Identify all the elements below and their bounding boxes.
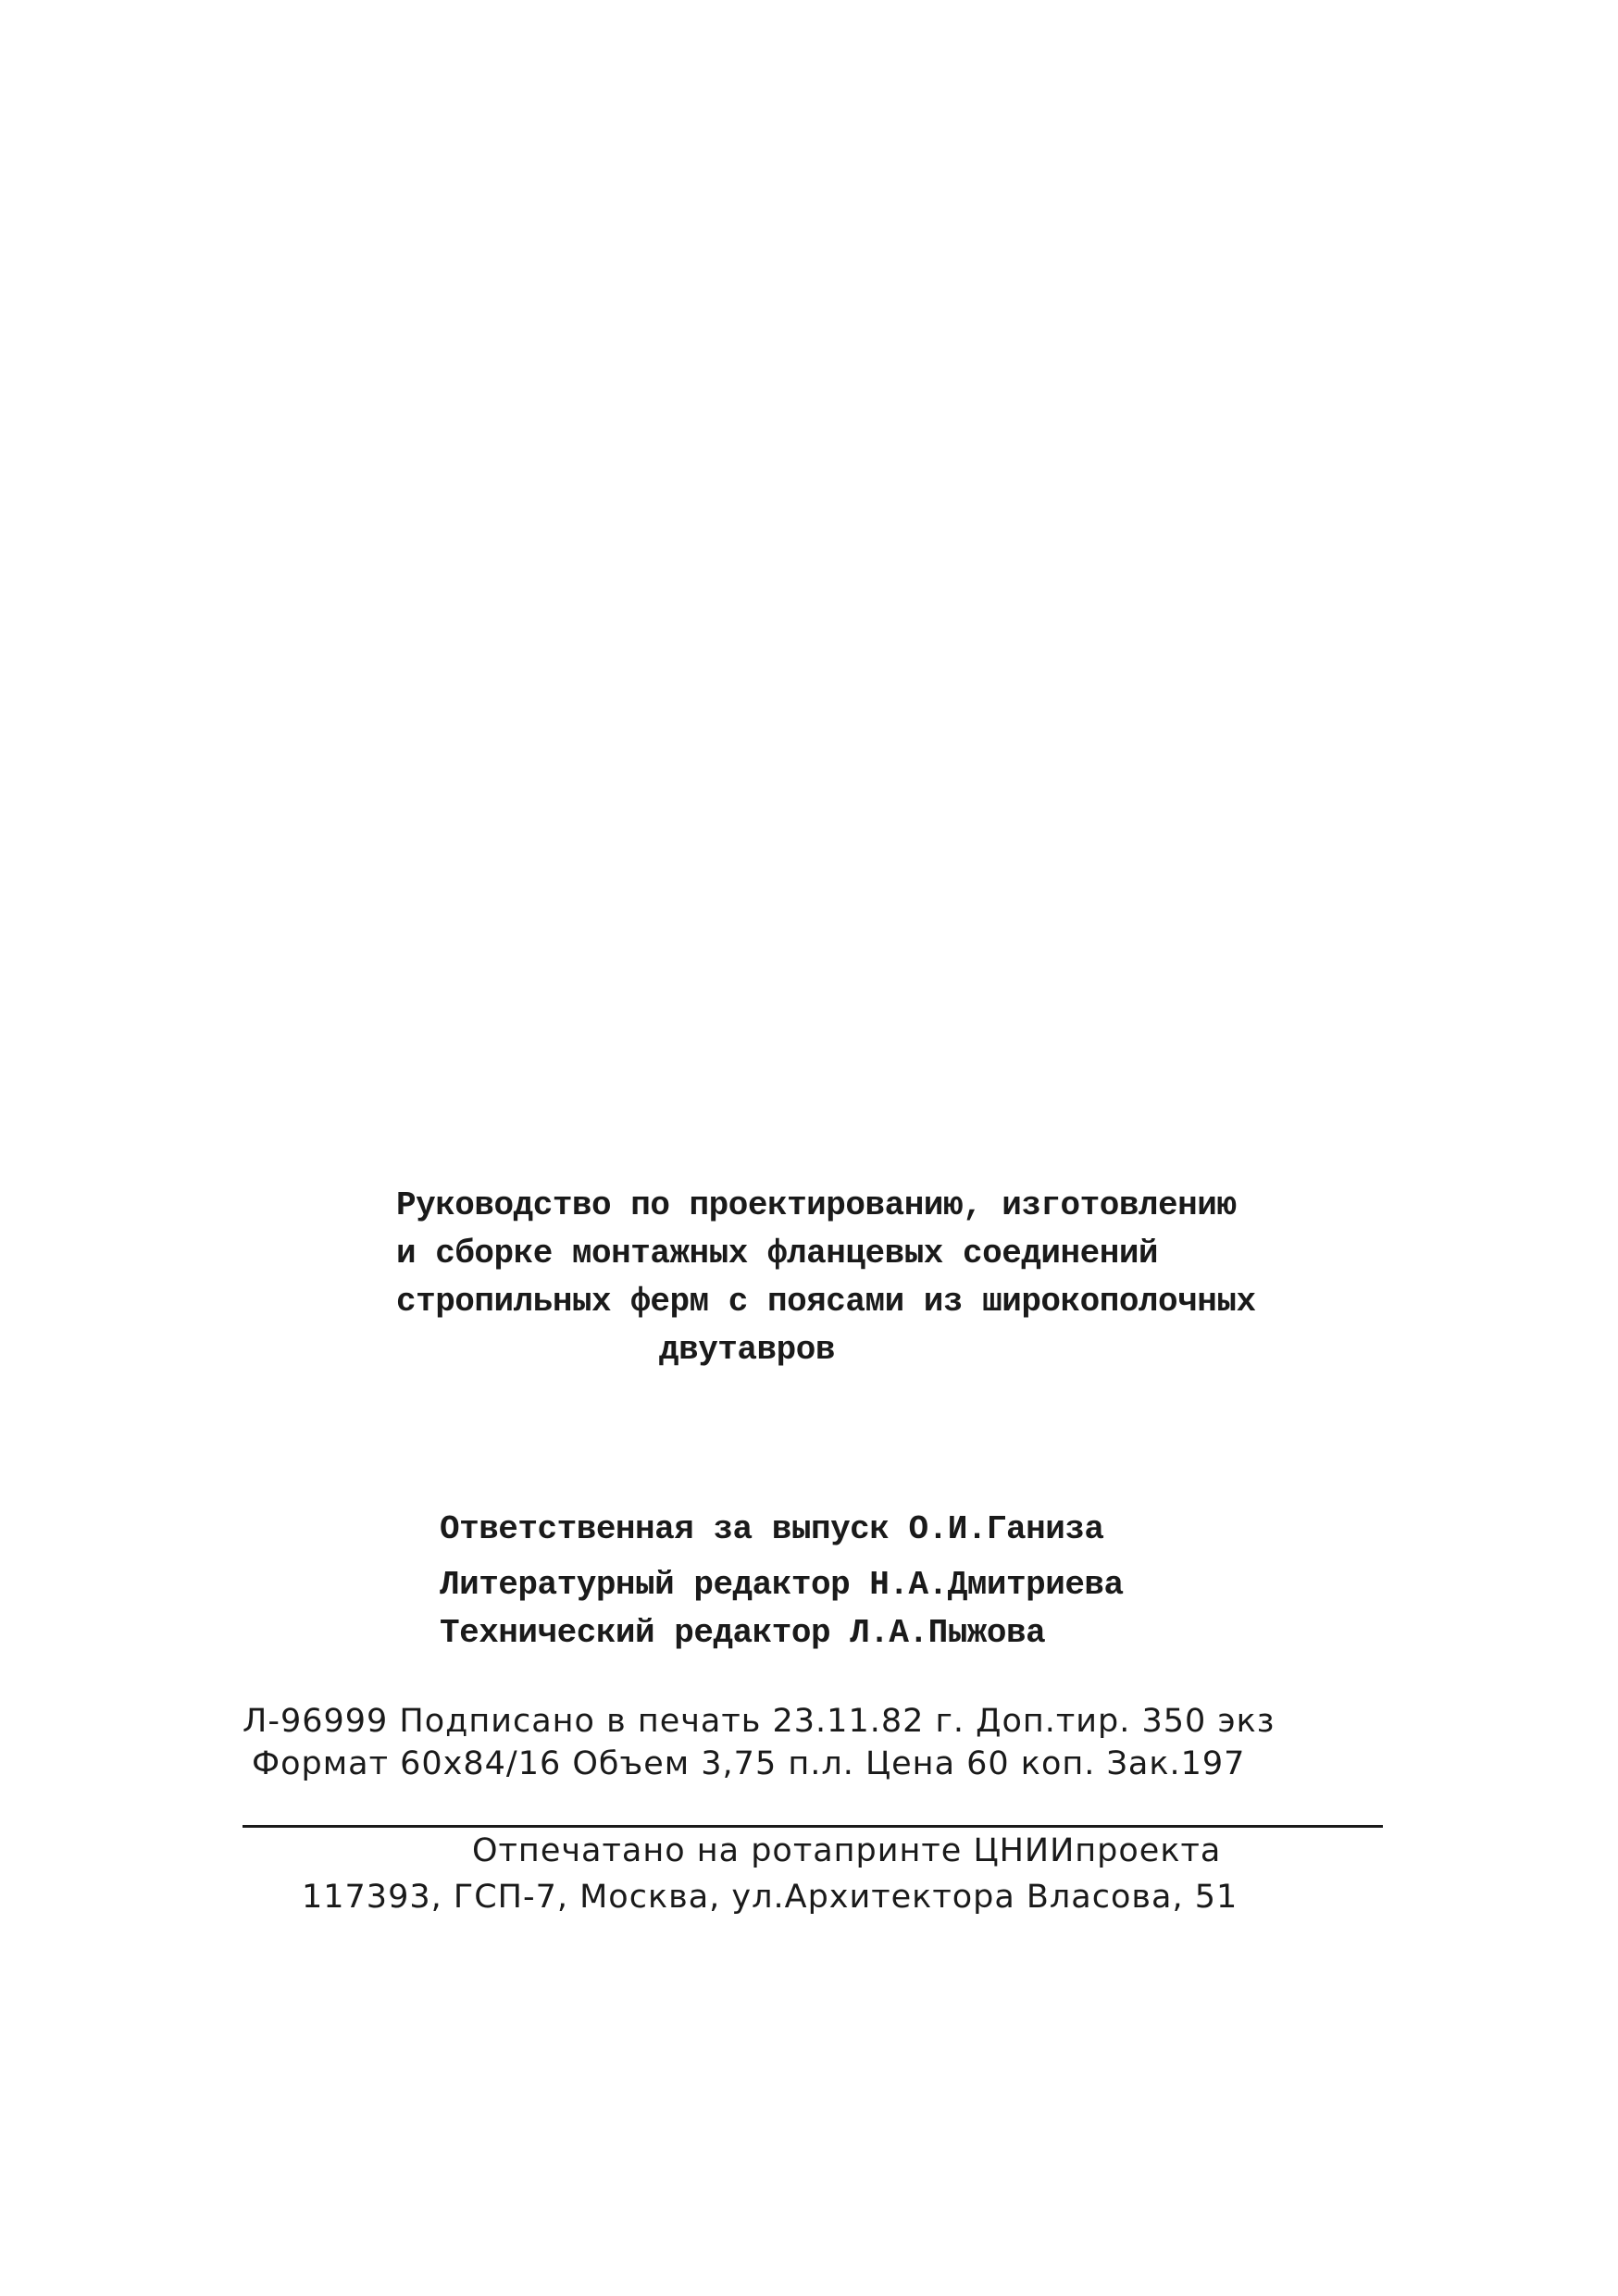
literary-editor: Литературный редактор Н.А.Дмитриева xyxy=(440,1566,1124,1604)
printer-address: 117393, ГСП-7, Москва, ул.Архитектора Власова, 51 xyxy=(302,1879,1238,1916)
title-line-4: двутавров xyxy=(659,1331,835,1369)
imprint-line-1: Л-96999 Подписано в печать 23.11.82 г. Доп.тир. 350 экз xyxy=(243,1703,1276,1740)
divider-line xyxy=(243,1825,1383,1828)
printer-line-1: Отпечатано на ротапринте ЦНИИпроекта xyxy=(472,1832,1222,1869)
title-line-3: стропильных ферм с поясами из широкополочных xyxy=(396,1283,1256,1321)
responsible-editor: Ответственная за выпуск О.И.Ганиза xyxy=(440,1510,1104,1548)
technical-editor: Технический редактор Л.А.Пыжова xyxy=(440,1614,1046,1652)
imprint-line-2: Формат 60х84/16 Объем 3,75 п.л. Цена 60 коп. Зак.197 xyxy=(252,1745,1246,1782)
title-line-1: Руководство по проектированию, изготовлению xyxy=(396,1186,1237,1224)
title-line-2: и сборке монтажных фланцевых соединений xyxy=(396,1235,1159,1272)
